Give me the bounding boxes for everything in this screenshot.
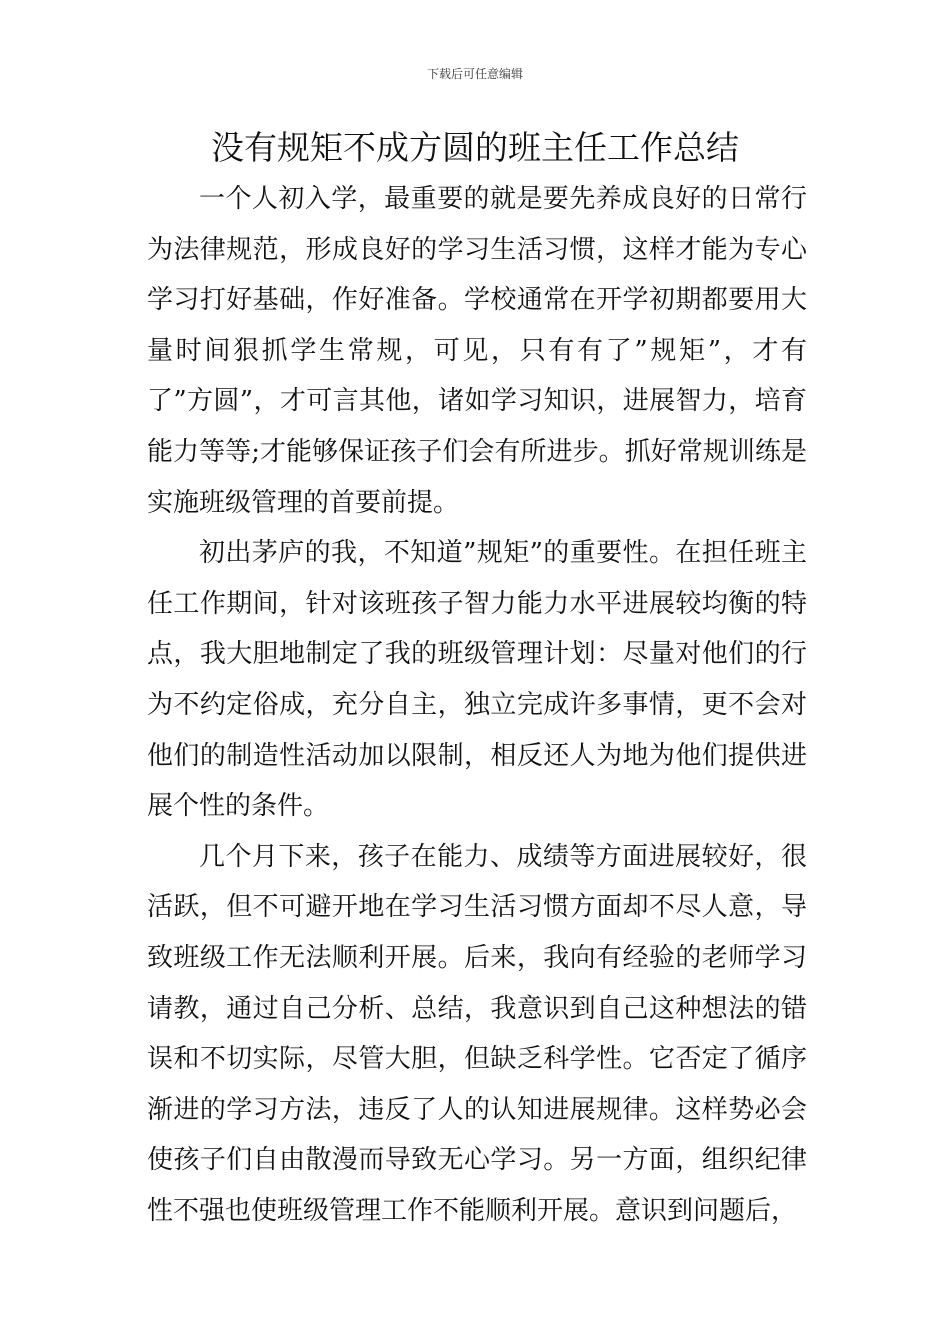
document-title: 没有规矩不成方圆的班主任工作总结 bbox=[211, 128, 739, 167]
paragraph-1: 一个人初入学，最重要的就是要先养成良好的日常行为法律规范，形成良好的学习生活习惯，这样才能为专心学习打好基础，作好准备。学校通常在开学初期都要用大量时间狠抓学生常规，可见，只有有了”规矩”，才有了”方圆”，才可言其他，诸如学习知识，进展智力，培育能力等等;才能够保证孩子们会有所进步。抓好常规训练是实施班级管理的首要前提。 bbox=[147, 184, 807, 518]
paragraph-2: 初出茅庐的我，不知道”规矩”的重要性。在担任班主任工作期间，针对该班孩子智力能力水平进展较均衡的特点，我大胆地制定了我的班级管理计划：尽量对他们的行为不约定俗成，充分自主，独立完成许多事情，更不会对他们的制造性活动加以限制，相反还人为地为他们提供进展个性的条件。 bbox=[147, 538, 807, 822]
header-note: 下载后可任意编辑 bbox=[426, 67, 523, 81]
document-body bbox=[147, 174, 807, 1236]
paragraph-3: 几个月下来，孩子在能力、成绩等方面进展较好，很活跃，但不可避开地在学习生活习惯方面却不尽人意，导致班级工作无法顺利开展。后来，我向有经验的老师学习请教，通过自己分析、总结，我意识到自己这种想法的错误和不切实际，尽管大胆，但缺乏科学性。它否定了循序渐进的学习方法，违反了人的认知进展规律。这样势必会使孩子们自由散漫而导致无心学习。另一方面，组织纪律性不强也使班级管理工作不能顺利开展。意识到问题后， bbox=[147, 841, 807, 1226]
